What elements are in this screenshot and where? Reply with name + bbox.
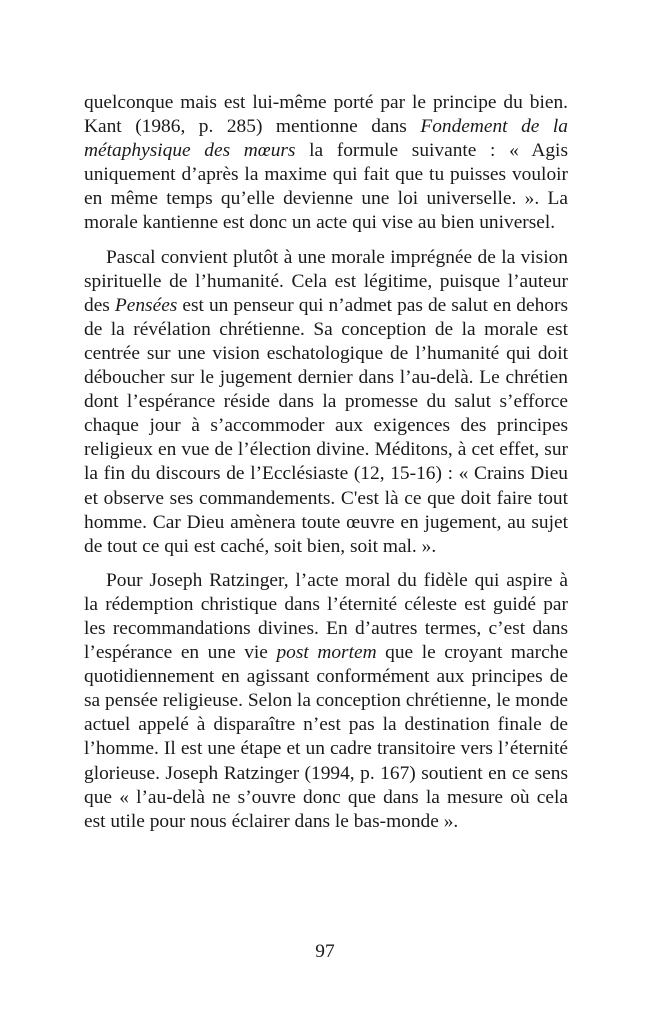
paragraph-text: Pour Joseph Ratzinger, l’acte moral du fidèle qui aspire à la rédemption christique dans l’éternité céleste est guidé par les recommandations divines. En d’autres termes, c’est dans l’espérance en une vie	[84, 569, 568, 664]
paragraph-text: la formule suivante : « Agis uniquement d’après la maxime qui fait que tu puisses vouloir en même temps qu’elle devienne une loi universelle. ». La morale kantienne est donc un acte qui vise au bien universel.	[84, 140, 568, 234]
page-number: 97	[315, 941, 335, 962]
paragraph-text: Pascal convient plutôt à une morale imprégnée de la vision spirituelle de l’humanité. Cela est légitime, puisque l’auteur des	[84, 246, 568, 316]
paragraph-text: que le croyant marche quotidiennement en agissant conformément aux principes de sa pensée religieuse. Selon la conception chrétienne, le monde actuel appelé à disparaître n’est pas la destination finale de l’homme. Il est une étape et un cadre transitoire vers l’éternité glorieuse. Joseph Ratzinger (1994, p. 167) soutient en ce sens que « l’au-delà ne s’ouvre donc que dans la mesure où cela est utile pour nous éclairer dans le bas-monde ».	[84, 642, 568, 832]
paragraph-pascal	[84, 246, 568, 559]
page-body	[84, 91, 568, 844]
paragraph-ratzinger	[84, 569, 568, 834]
book-title-pensees: Pensées	[114, 294, 178, 316]
book-title-fondement: Fondement de la métaphysique des mœurs	[84, 116, 568, 162]
paragraph-text: est un penseur qui n’admet pas de salut en dehors de la révélation chrétienne. Sa conception de la morale est centrée sur une vision eschatologique de l’humanité qui doit déboucher sur le jugement dernier dans l’au-delà. Le chrétien dont l’espérance réside dans la promesse du salut s’efforce chaque jour à s’accommoder aux exigences des principes religieux en vue de l’élection divine. Méditons, à cet effet, sur la fin du discours de l’Ecclésiaste (12, 15-16) : « Crains Dieu et observe ses commandements. C'est là ce que doit faire tout homme. Car Dieu amènera toute œuvre en jugement, au sujet de tout ce qui est caché, soit bien, soit mal. ».	[84, 294, 568, 557]
paragraph-kant	[84, 91, 568, 236]
italic-post-mortem: post mortem	[276, 642, 377, 664]
paragraph-text: quelconque mais est lui-même porté par le principe du bien. Kant (1986, p. 285) mentionne dans	[84, 92, 568, 138]
